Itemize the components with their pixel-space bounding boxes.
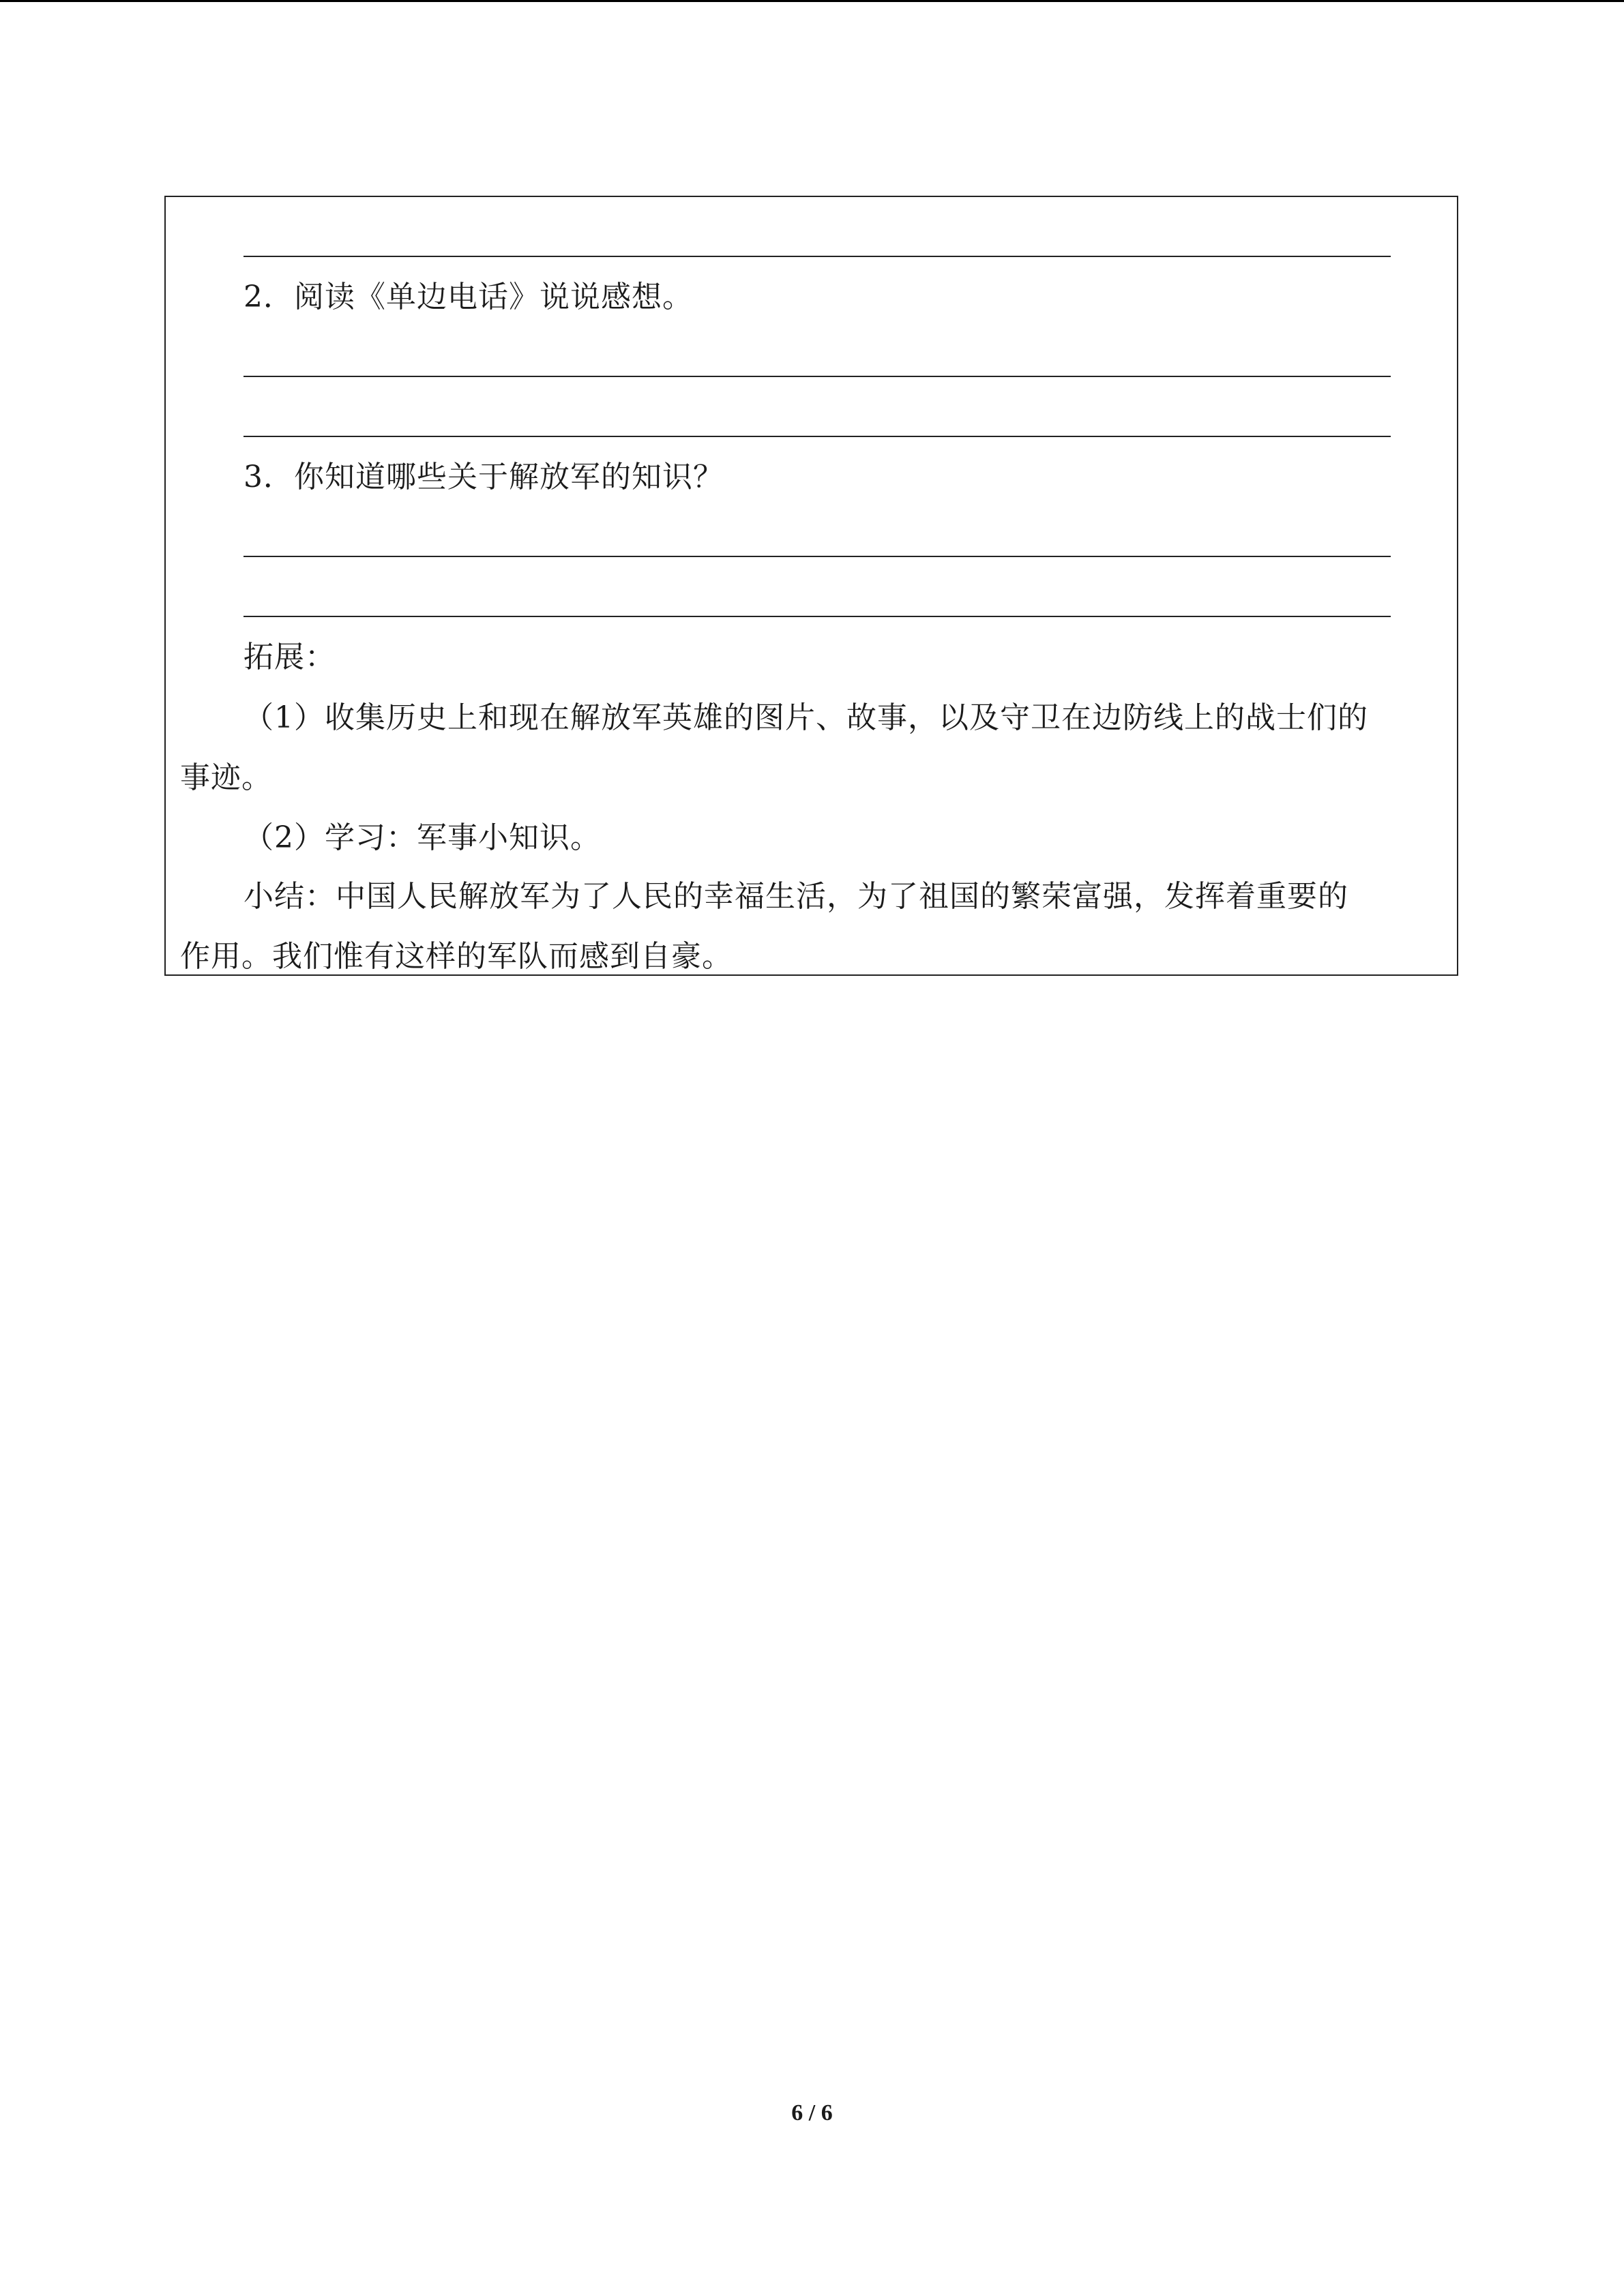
answer-line xyxy=(243,616,1391,617)
summary-line-1: 小结：中国人民解放军为了人民的幸福生活，为了祖国的繁荣富强，发挥着重要的 xyxy=(243,879,1348,914)
question-2: 2．阅读《单边电话》说说感想。 xyxy=(243,280,693,314)
answer-line xyxy=(243,556,1391,557)
page-number: 6 / 6 xyxy=(791,2100,833,2126)
extension-item-1-line-2: 事迹。 xyxy=(180,760,272,795)
answer-line xyxy=(243,256,1391,257)
summary-line-2: 作用。我们惟有这样的军队而感到自豪。 xyxy=(180,939,733,974)
page-top-border xyxy=(0,0,1624,2)
answer-line xyxy=(243,436,1391,437)
extension-item-1-line-1: （1）收集历史上和现在解放军英雄的图片、故事，以及守卫在边防线上的战士们的 xyxy=(243,700,1368,735)
question-3: 3．你知道哪些关于解放军的知识？ xyxy=(243,460,724,494)
extension-item-2: （2）学习：军事小知识。 xyxy=(243,820,601,855)
extension-heading: 拓展： xyxy=(243,640,336,674)
answer-line xyxy=(243,376,1391,377)
